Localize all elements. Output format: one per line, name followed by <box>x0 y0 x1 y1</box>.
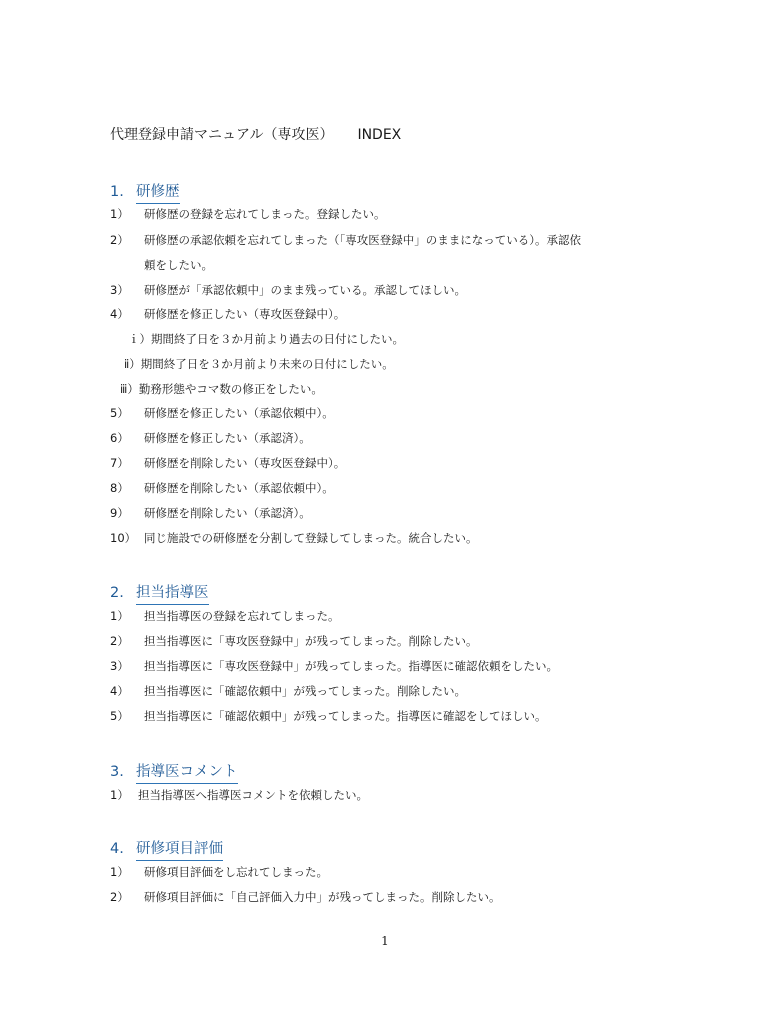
section-title: 研修項目評価 <box>136 837 223 861</box>
item-text: 同じ施設での研修歴を分割して登録してしまった。統合したい。 <box>144 531 478 545</box>
list-item <box>110 306 345 322</box>
list-item <box>110 405 334 421</box>
item-number: 5） <box>110 406 129 420</box>
section-heading-2 <box>110 581 209 605</box>
item-text: 担当指導医に「確認依頼中」が残ってしまった。削除したい。 <box>144 684 466 698</box>
title-main: 代理登録申請マニュアル（専攻医） <box>110 127 334 143</box>
list-item <box>110 480 334 496</box>
list-item <box>110 206 386 222</box>
item-text: 研修歴の承認依頼を忘れてしまった（「専攻医登録中」のままになっている）。承認依 <box>144 233 581 247</box>
item-text: 研修歴を削除したい（承認依頼中）。 <box>144 481 334 495</box>
sub-item-text: 期間終了日を３か月前より過去の日付にしたい。 <box>151 332 404 346</box>
sub-item-text: 期間終了日を３か月前より未来の日付にしたい。 <box>140 357 394 371</box>
section-title: 研修歴 <box>136 180 180 204</box>
list-item <box>110 658 558 674</box>
sub-item <box>128 331 404 347</box>
item-continuation: 頼をしたい。 <box>144 258 213 272</box>
sub-item-number: ⅲ） <box>120 382 139 396</box>
list-item <box>110 633 478 649</box>
section-heading-3 <box>110 760 238 784</box>
page-number: 1 <box>381 934 389 948</box>
sub-item <box>124 356 394 372</box>
list-item <box>110 530 478 546</box>
item-number: 2） <box>110 233 129 247</box>
item-text: 研修歴を修正したい（専攻医登録中）。 <box>144 307 346 321</box>
list-item <box>110 455 345 471</box>
section-number: 2. <box>110 585 124 601</box>
item-number: 8） <box>110 481 129 495</box>
section-number: 4. <box>110 841 124 857</box>
list-item <box>110 683 466 699</box>
list-item <box>110 232 581 248</box>
sub-item-number: ｉ） <box>128 332 151 346</box>
item-text: 担当指導医に「確認依頼中」が残ってしまった。指導医に確認をしてほしい。 <box>144 709 547 723</box>
list-item <box>110 282 466 298</box>
item-text: 担当指導医に「専攻医登録中」が残ってしまった。削除したい。 <box>144 634 478 648</box>
item-number: 1） <box>110 865 129 879</box>
section-heading-1 <box>110 180 180 204</box>
item-number: 1） <box>110 609 129 623</box>
list-item <box>110 430 311 446</box>
section-heading-4 <box>110 837 223 861</box>
item-text: 担当指導医の登録を忘れてしまった。 <box>144 609 340 623</box>
item-text: 研修歴を修正したい（承認依頼中）。 <box>144 406 334 420</box>
item-number: 9） <box>110 506 129 520</box>
sub-item <box>120 381 323 397</box>
sub-item-number: ⅱ） <box>124 357 141 371</box>
list-item <box>110 505 311 521</box>
section-title: 指導医コメント <box>136 760 238 784</box>
item-number: 3） <box>110 283 129 297</box>
item-text: 研修歴の登録を忘れてしまった。登録したい。 <box>144 207 386 221</box>
item-text: 研修項目評価に「自己評価入力中」が残ってしまった。削除したい。 <box>144 890 501 904</box>
item-number: 4） <box>110 684 129 698</box>
item-text: 研修歴が「承認依頼中」のまま残っている。承認してほしい。 <box>144 283 466 297</box>
item-number: 1） <box>110 788 129 802</box>
list-item <box>110 608 340 624</box>
item-text: 研修項目評価をし忘れてしまった。 <box>144 865 328 879</box>
item-number: 7） <box>110 456 129 470</box>
title-index: INDEX <box>357 127 402 143</box>
section-number: 1. <box>110 184 124 200</box>
item-number: 2） <box>110 634 129 648</box>
item-number: 3） <box>110 659 129 673</box>
section-title: 担当指導医 <box>136 581 209 605</box>
list-item <box>110 787 368 803</box>
item-text: 研修歴を削除したい（承認済）。 <box>144 506 311 520</box>
section-number: 3. <box>110 764 124 780</box>
sub-item-text: 勤務形態やコマ数の修正をしたい。 <box>138 382 323 396</box>
list-item <box>110 864 328 880</box>
item-number: 5） <box>110 709 129 723</box>
item-text: 担当指導医へ指導医コメントを依頼したい。 <box>138 788 368 802</box>
item-number: 1） <box>110 207 129 221</box>
item-text: 研修歴を修正したい（承認済）。 <box>144 431 311 445</box>
item-number: 10） <box>110 531 137 545</box>
item-number: 6） <box>110 431 129 445</box>
item-text: 担当指導医に「専攻医登録中」が残ってしまった。指導医に確認依頼をしたい。 <box>144 659 558 673</box>
document-title <box>110 124 401 144</box>
item-text: 研修歴を削除したい（専攻医登録中）。 <box>144 456 346 470</box>
item-number: 4） <box>110 307 129 321</box>
list-item <box>110 889 501 905</box>
item-number: 2） <box>110 890 129 904</box>
list-item <box>110 708 547 724</box>
